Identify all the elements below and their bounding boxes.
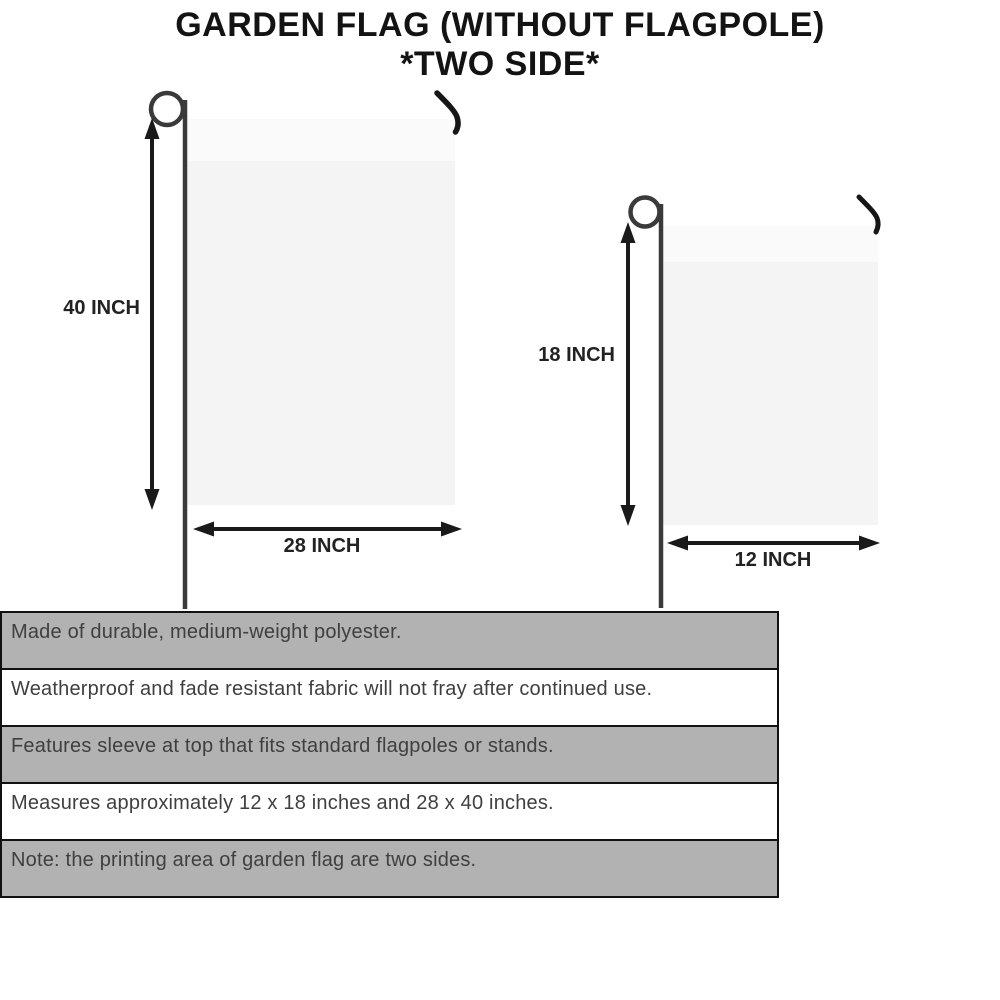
feature-row-sleeve: Features sleeve at top that fits standard flagpoles or stands. [2, 727, 777, 784]
feature-row-material: Made of durable, medium-weight polyester. [2, 613, 777, 670]
page-title [0, 5, 1000, 83]
feature-row-note: Note: the printing area of garden flag are two sides. [2, 841, 777, 896]
width-dimension-label-large: 28 INCH [283, 535, 361, 557]
pole-loop-icon-small [631, 198, 660, 227]
feature-list [0, 611, 779, 898]
width-dimension-label-small: 12 INCH [734, 549, 812, 571]
height-dimension-label-small: 18 INCH [538, 344, 615, 366]
feature-row-measures: Measures approximately 12 x 18 inches and 28 x 40 inches. [2, 784, 777, 841]
feature-row-weatherproof: Weatherproof and fade resistant fabric will not fray after continued use. [2, 670, 777, 727]
small-flag-sleeve [663, 226, 878, 262]
large-flag-sleeve [187, 119, 455, 161]
large-flag [187, 119, 455, 505]
height-arrow-large [145, 118, 160, 510]
height-dimension-label-large: 40 INCH [63, 297, 140, 319]
title-line-1: GARDEN FLAG (WITHOUT FLAGPOLE) [175, 6, 825, 44]
pole-loop-icon-large [151, 93, 183, 125]
height-arrow-small [621, 222, 636, 526]
title-line-2: *TWO SIDE* [400, 45, 600, 83]
small-flag [663, 226, 878, 525]
